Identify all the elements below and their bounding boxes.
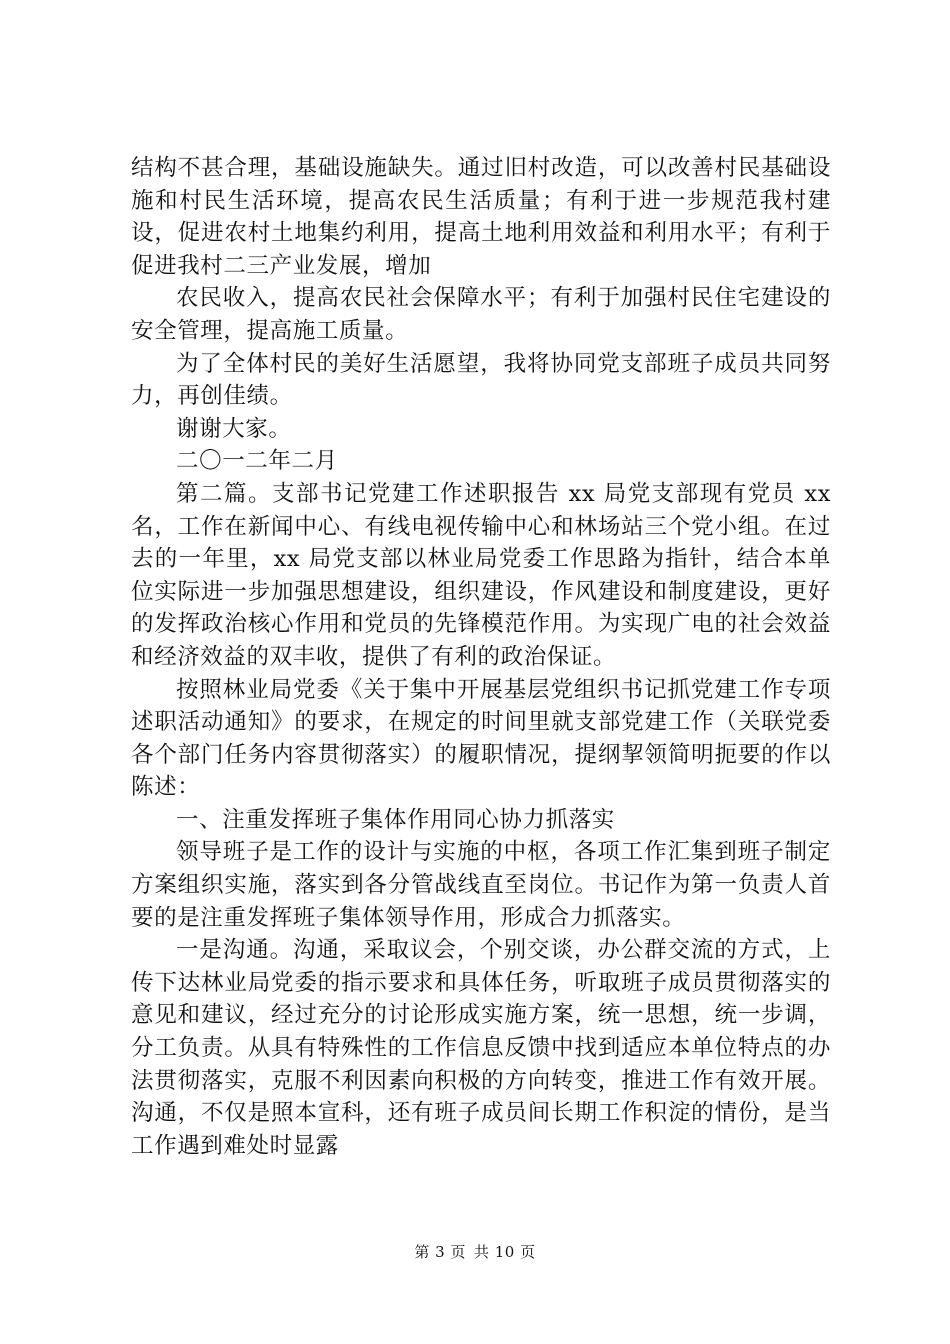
paragraph: 按照林业局党委《关于集中开展基层党组织书记抓党建工作专项述职活动通知》的要求，在规定的时间里就支部党建工作（关联党委各个部门任务内容贯彻落实）的履职情况，提纲挈领简明扼要的作以陈述： xyxy=(131,676,831,801)
closing-thanks: 谢谢大家。 xyxy=(176,415,292,442)
paragraph: 农民收入，提高农民社会保障水平；有利于加强村民住宅建设的安全管理，提高施工质量。 xyxy=(131,285,831,344)
document-body xyxy=(131,152,831,1162)
paragraph-continuation: 结构不甚合理，基础设施缺失。通过旧村改造，可以改善村民基础设施和村民生活环境，提高农民生活质量；有利于进一步规范我村建设，促进农村土地集约利用，提高土地利用效益和利用水平；有利于促进我村二三产业发展，增加 xyxy=(131,155,831,279)
page-footer xyxy=(0,1242,950,1262)
section-heading-paragraph: 第二篇。支部书记党建工作述职报告 xx 局党支部现有党员 xx 名，工作在新闻中心、有线电视传输中心和林场站三个党小组。在过去的一年里，xx 局党支部以林业局党委工作思路为指针，结合本单位实际进一步加强思想建设，组织建设，作风建设和制度建设，更好的发挥政治核心作用和党员的先锋模范作用。为实现广电的社会效益和经济效益的双丰收，提供了有利的政治保证。 xyxy=(131,480,831,670)
paragraph: 一是沟通。沟通，采取议会，个别交谈，办公群交流的方式，上传下达林业局党委的指示要求和具体任务，听取班子成员贯彻落实的意见和建议，经过充分的讨论形成实施方案，统一思想，统一步调，分工负责。从具有特殊性的工作信息反馈中找到适应本单位特点的办法贯彻落实，克服不利因素向积极的方向转变，推进工作有效开展。沟通，不仅是照本宣科，还有班子成员间长期工作积淀的情份，是当工作遇到难处时显露 xyxy=(131,937,831,1159)
paragraph: 为了全体村民的美好生活愿望，我将协同党支部班子成员共同努力，再创佳绩。 xyxy=(131,350,831,410)
date-line: 二〇一二年二月 xyxy=(176,448,338,475)
paragraph: 领导班子是工作的设计与实施的中枢，各项工作汇集到班子制定方案组织实施，落实到各分管战线直至岗位。书记作为第一负责人首要的是注重发挥班子集体领导作用，形成合力抓落实。 xyxy=(131,839,831,931)
page-total: 共 10 页 xyxy=(473,1243,536,1261)
subsection-heading: 一、注重发挥班子集体作用同心协力抓落实 xyxy=(176,806,615,833)
page-number: 第 3 页 xyxy=(414,1243,466,1261)
